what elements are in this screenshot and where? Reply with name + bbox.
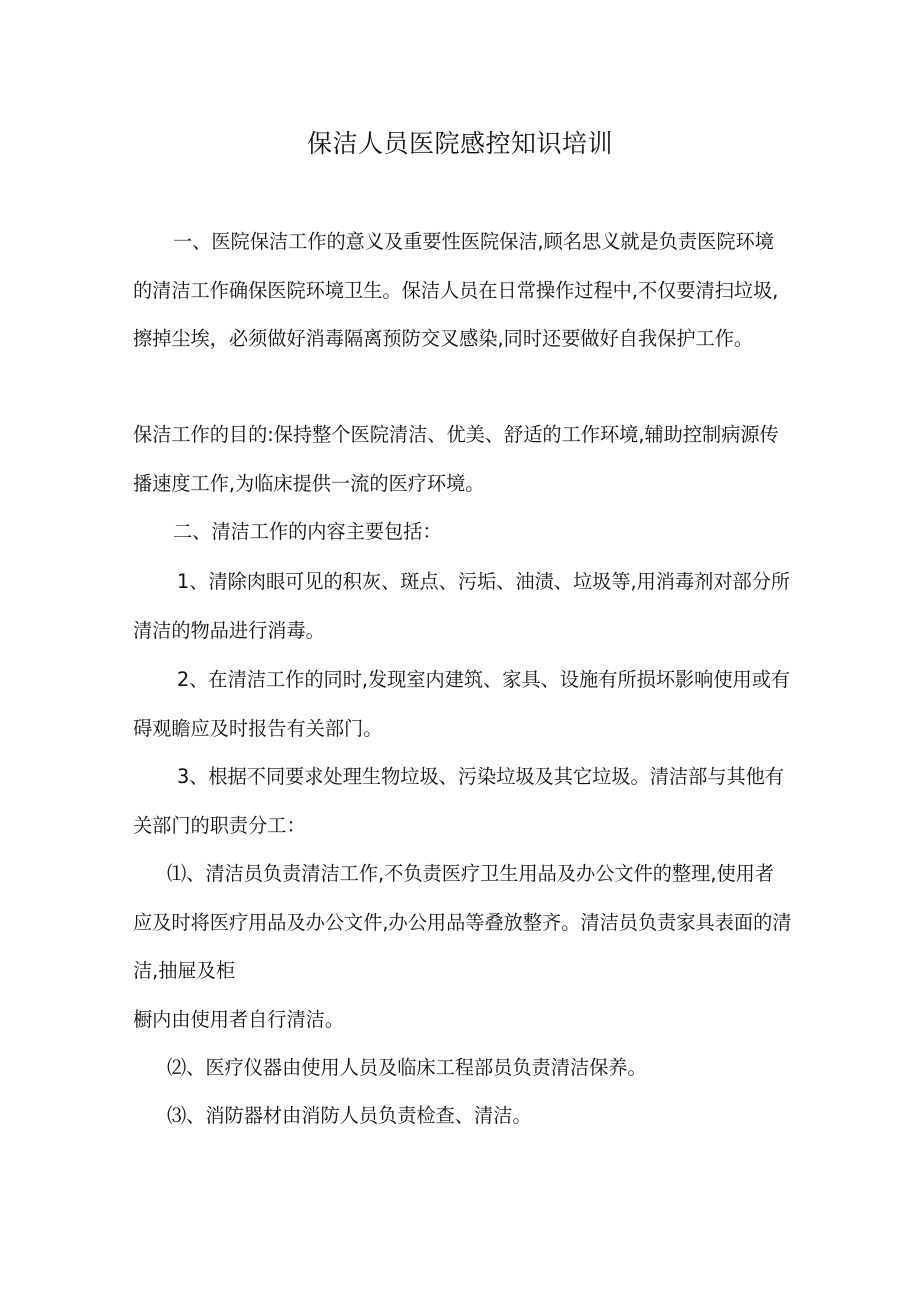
paragraph-item-2: 2、在清洁工作的同时,发现室内建筑、家具、设施有所损坏影响使用或有碍观瞻应及时报告有关部门。 [133,668,791,740]
paragraph-section-1-intro: 一、医院保洁工作的意义及重要性医院保洁,顾名思义就是负责医院环境的清洁工作确保医院环境卫生。保洁人员在日常操作过程中,不仅要清扫垃圾,擦掉尘埃，必须做好消毒隔离预防交叉感染,同时还要做好自我保护工作。 [133,230,779,350]
page-title: 保洁人员医院感控知识培训 [306,129,613,158]
paragraph-subitem-2: ⑵、医疗仪器由使用人员及临床工程部员负责清洁保养。 [167,1056,647,1079]
paragraph-section-2-heading: 二、清洁工作的内容主要包括： [173,520,442,543]
paragraph-item-3: 3、根据不同要求处理生物垃圾、污染垃圾及其它垃圾。清洁部与其他有关部门的职责分工： [133,765,785,837]
paragraph-subitem-1-continued: 橱内由使用者自行清洁。 [133,1008,345,1031]
paragraph-item-1: 1、清除肉眼可见的积灰、斑点、污垢、油渍、垃圾等,用消毒剂对部分所清洁的物品进行消毒。 [133,570,791,642]
paragraph-subitem-3: ⑶、消防器材由消防人员负责检查、清洁。 [167,1104,532,1127]
paragraph-cleaning-purpose: 保洁工作的目的:保持整个医院清洁、优美、舒适的工作环境,辅助控制病源传播速度工作,为临床提供一流的医疗环境。 [133,423,779,495]
paragraph-subitem-1: ⑴、清洁员负责清洁工作,不负责医疗卫生用品及办公文件的整理,使用者应及时将医疗用品及办公文件,办公用品等叠放整齐。清洁员负责家具表面的清洁,抽屉及柜 [133,862,792,982]
